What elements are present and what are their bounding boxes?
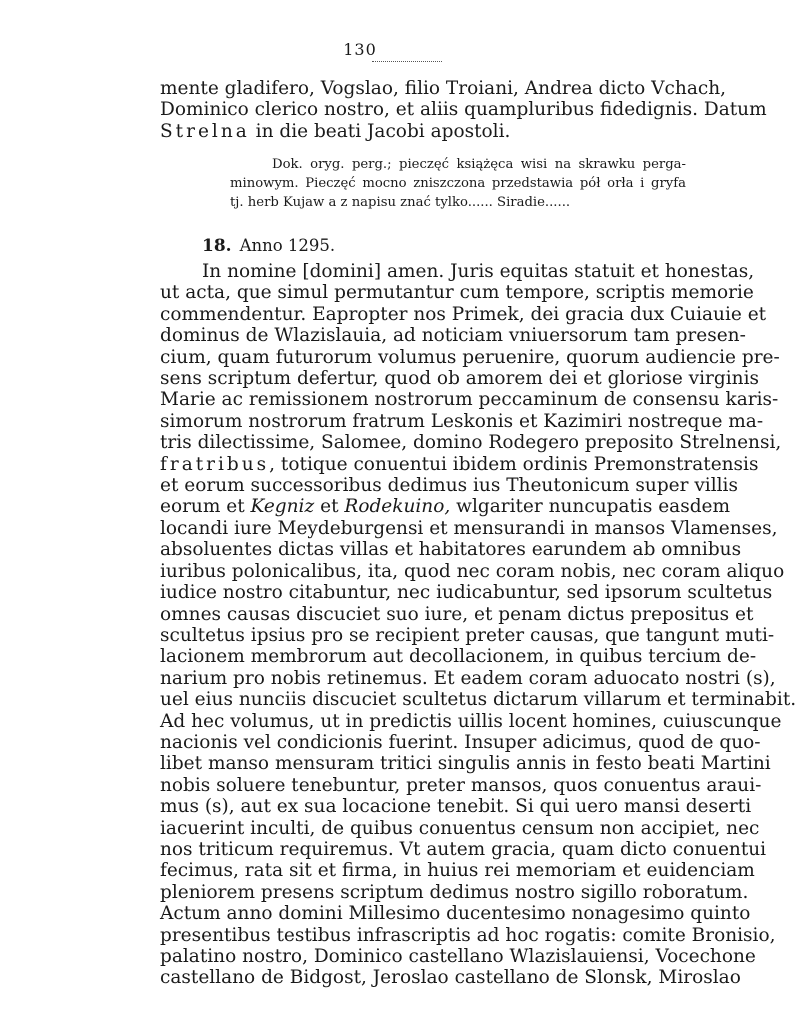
text-line: dominus de Wlazislauia, ad noticiam vniuersorum tam presen- [160,325,746,347]
text-line: Dominico clerico nostro, et aliis quampluribus fidedignis. Datum [160,99,767,121]
text-line: uel eius nunciis discuciet scultetus dictarum villarum et terminabit. [160,689,796,711]
document-date: Anno 1295. [239,236,336,255]
text-line: In nomine [domini] amen. Juris equitas statuit et honestas, [202,261,755,282]
note-line: Dok. oryg. perg.; pieczęć książęca wisi na skrawku perga- [272,157,686,172]
text-line: omnes causas discuciet suo iure, et penam dictus prepositus et [160,603,754,625]
page-number-rule [372,61,442,62]
text-line: fecimus, rata sit et firma, in huius rei memoriam et euidenciam [160,860,755,882]
text-line: fratribus, totique conuentui ibidem ordinis Premonstratensis [160,453,759,475]
text-line: pleniorem presens scriptum dedimus nostro sigillo roboratum. [160,881,749,903]
text-line: mus (s), aut ex sua locacione tenebit. Si qui uero mansi deserti [160,796,752,818]
text-line: Ad hec volumus, ut in predictis uillis locent homines, cuiuscunque [160,710,782,732]
text-line: castellano de Bidgost, Jeroslao castellano de Slonsk, Miroslao [160,967,741,989]
text-line: eorum et Kegniz et Rodekuino, wlgariter nuncupatis easdem [160,496,731,518]
continuation-paragraph [160,78,767,142]
text-line: ut acta, que simul permutantur cum tempore, scriptis memorie [160,282,754,304]
text-line: simorum nostrorum fratrum Leskonis et Kazimiri nostreque ma- [160,410,764,432]
text-line: et eorum successoribus dedimus ius Theutonicum super villis [160,475,738,497]
text-line: palatino nostro, Dominico castellano Wlazislauiensi, Vocechone [160,946,756,967]
text-line: tris dilectissime, Salomee, domino Rodegero preposito Strelnensi, [160,432,782,454]
editorial-note [230,155,686,212]
text-line: libet manso mensuram tritici singulis annis in festo beati Martini [160,753,771,775]
text-line: sens scriptum defertur, quod ob amorem dei et gloriose virginis [160,368,759,390]
text-fragment: in die beati Jacobi apostoli. [249,120,511,142]
note-line: minowym. Pieczęć mocno zniszczona przedstawia pół orła i gryfa [230,176,686,191]
charter-text [160,261,796,989]
text-line: iuribus polonicalibus, ita, quod nec coram nobis, nec coram aliquo [160,560,785,582]
page-number: 130 [343,40,377,59]
text-line: presentibus testibus infrascriptis ad hoc rogatis: comite Bronisio, [160,924,776,946]
text-line: Marie ac remissionem nostrorum peccaminum de consensu karis- [160,389,779,411]
text-line: absoluentes dictas villas et habitatores earundem ab omnibus [160,539,742,561]
text-line: nacionis vel condicionis fuerint. Insuper adicimus, quod de quo- [160,731,761,753]
text-line: locandi iure Meydeburgensi et mensurandi in mansos Vlamenses, [160,517,778,539]
document-heading [202,236,335,256]
text-line: lacionem membrorum aut decollacionem, in quibus tercium de- [160,646,757,668]
note-line: tj. herb Kujaw a z napisu znać tylko...... Siradie...... [230,195,571,210]
text-line: mente gladifero, Vogslao, filio Troiani, Andrea dicto Vchach, [160,78,727,99]
text-line: iacuerint inculti, de quibus conuentus censum non accipiet, nec [160,817,760,839]
place-name-strelna: Strelna [160,120,250,142]
text-line: Actum anno domini Millesimo ducentesimo nonagesimo quinto [160,903,751,925]
place-name-italic: Kegniz [250,496,315,518]
text-line: nobis soluere tenebuntur, preter mansos, quos conuentus araui- [160,774,762,796]
text-line: cium, quam futurorum volumus peruenire, quorum audiencie pre- [160,346,780,368]
text-line: iudice nostro citabuntur, nec iudicabuntur, sed ipsorum scultetus [160,582,773,604]
spaced-word: fratribus [160,453,270,475]
text-line [160,121,686,142]
text-line: narium pro nobis retinemus. Et eadem coram aduocato nostri (s), [160,667,776,689]
document-number: 18. [202,236,232,256]
place-name-italic: Rodekuino, [344,496,451,518]
text-line: nos triticum requiremus. Vt autem gracia, quam dicto conuentui [160,838,767,860]
text-line: commendentur. Eapropter nos Primek, dei gracia dux Cuiauie et [160,303,767,325]
text-line: scultetus ipsius pro se recipient preter causas, que tangunt muti- [160,624,775,646]
